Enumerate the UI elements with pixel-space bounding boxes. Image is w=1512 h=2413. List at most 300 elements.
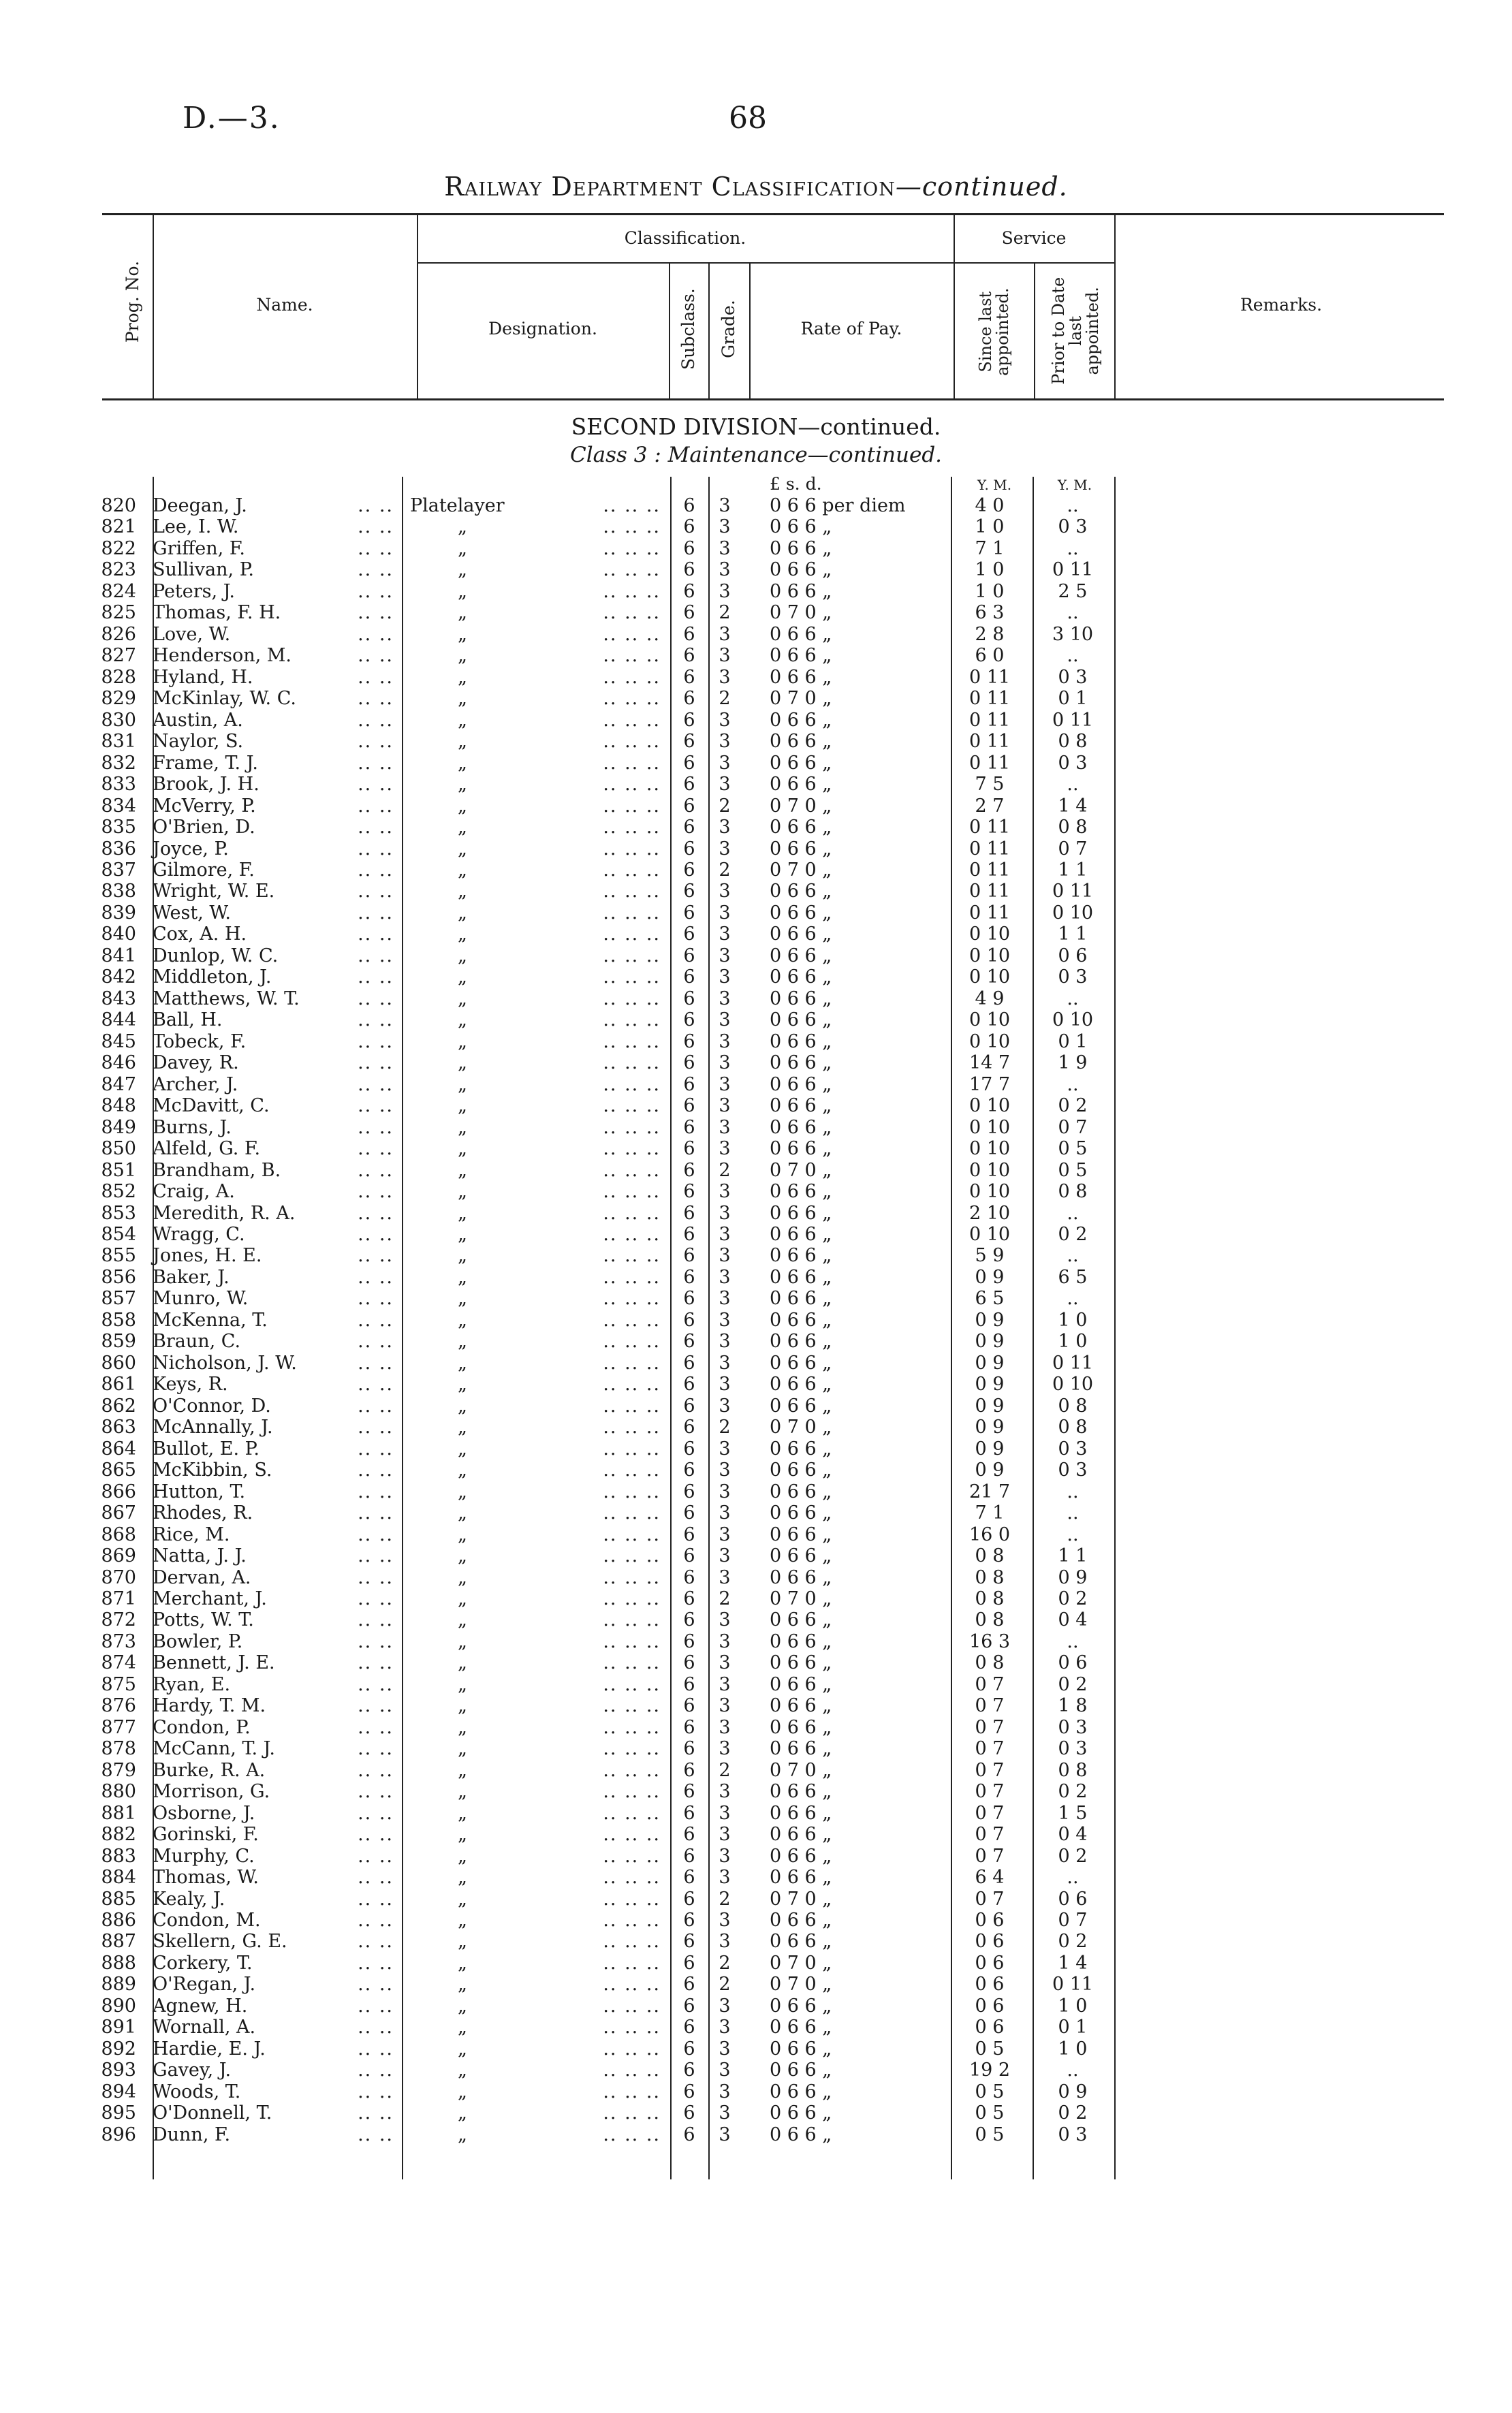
designation-cell: „ bbox=[458, 1630, 467, 1652]
grade-cell: 3 bbox=[719, 752, 731, 774]
designation-cell: „ bbox=[458, 1673, 467, 1695]
since-last-cell: 0 8 bbox=[975, 1545, 1005, 1567]
since-last-cell: 0 5 bbox=[975, 2124, 1005, 2145]
leader-dots: .. .. bbox=[358, 1052, 394, 1074]
prog-no-cell: 852 bbox=[101, 1181, 136, 1203]
designation-cell: „ bbox=[458, 1009, 467, 1031]
designation-cell: „ bbox=[458, 838, 467, 859]
grade-cell: 3 bbox=[719, 1138, 731, 1160]
designation-cell: „ bbox=[458, 1931, 467, 1953]
leader-dots: .. .. .. bbox=[603, 795, 661, 817]
table-row bbox=[0, 495, 1114, 516]
leader-dots: .. .. .. bbox=[603, 1374, 661, 1395]
document-reference: D.—3. bbox=[183, 101, 281, 136]
division-heading: SECOND DIVISION—continued. bbox=[571, 413, 941, 440]
prior-to-date-cell: 1 8 bbox=[1058, 1695, 1088, 1717]
subclass-cell: 6 bbox=[683, 1888, 695, 1910]
prog-no-cell: 886 bbox=[101, 1910, 136, 1931]
subclass-cell: 6 bbox=[683, 1695, 695, 1717]
grade-cell: 2 bbox=[719, 688, 731, 710]
leader-dots: .. .. bbox=[358, 1566, 394, 1588]
name-cell: Brandham, B. bbox=[153, 1159, 281, 1181]
rate-of-pay-cell: 0 7 0 „ bbox=[770, 859, 832, 881]
prior-to-date-cell: 1 4 bbox=[1058, 1952, 1088, 1974]
leader-dots: .. .. bbox=[358, 1502, 394, 1524]
leader-dots: .. .. .. bbox=[603, 1931, 661, 1953]
leader-dots: .. .. bbox=[358, 1630, 394, 1652]
rate-of-pay-cell: 0 7 0 „ bbox=[770, 795, 832, 817]
prior-to-date-cell: 0 2 bbox=[1058, 1095, 1088, 1117]
rate-of-pay-cell: 0 7 0 „ bbox=[770, 1588, 832, 1609]
table-row bbox=[0, 1288, 1114, 1309]
rate-of-pay-cell: 0 6 6 „ bbox=[770, 1202, 832, 1224]
since-last-cell: 0 6 bbox=[975, 1995, 1005, 2017]
leader-dots: .. .. bbox=[358, 2081, 394, 2102]
since-last-cell: 0 6 bbox=[975, 1931, 1005, 1953]
leader-dots: .. .. bbox=[358, 859, 394, 881]
designation-cell: „ bbox=[458, 559, 467, 581]
leader-dots: .. .. .. bbox=[603, 666, 661, 688]
leader-dots: .. .. bbox=[358, 516, 394, 538]
prior-to-date-cell: 0 7 bbox=[1058, 1910, 1088, 1931]
since-last-cell: 7 5 bbox=[975, 774, 1005, 795]
subclass-cell: 6 bbox=[683, 1802, 695, 1824]
leader-dots: .. .. .. bbox=[603, 881, 661, 902]
since-last-cell: 0 9 bbox=[975, 1460, 1005, 1481]
leader-dots: .. .. bbox=[358, 2102, 394, 2124]
since-last-cell: 0 9 bbox=[975, 1309, 1005, 1331]
designation-cell: „ bbox=[458, 645, 467, 667]
leader-dots: .. .. bbox=[358, 1438, 394, 1460]
rate-of-pay-cell: 0 6 6 „ bbox=[770, 1630, 832, 1652]
name-cell: Merchant, J. bbox=[153, 1588, 267, 1609]
rate-of-pay-cell: 0 7 0 „ bbox=[770, 1759, 832, 1781]
table-row bbox=[0, 2038, 1114, 2060]
table-row bbox=[0, 2060, 1114, 2081]
leader-dots: .. .. bbox=[358, 945, 394, 966]
leader-dots: .. .. .. bbox=[603, 1652, 661, 1674]
grade-cell: 2 bbox=[719, 859, 731, 881]
table-row bbox=[0, 667, 1114, 688]
prog-no-cell: 872 bbox=[101, 1609, 136, 1631]
since-last-cell: 0 7 bbox=[975, 1802, 1005, 1824]
prior-to-date-cell: 0 8 bbox=[1058, 731, 1088, 753]
since-last-cell: 0 8 bbox=[975, 1588, 1005, 1609]
prog-no-cell: 869 bbox=[101, 1545, 136, 1567]
leader-dots: .. .. .. bbox=[603, 1460, 661, 1481]
since-last-cell: 0 11 bbox=[968, 838, 1011, 859]
table-row bbox=[0, 688, 1114, 709]
since-last-cell: 21 7 bbox=[968, 1481, 1011, 1502]
table-row bbox=[0, 2017, 1114, 2038]
grade-cell: 3 bbox=[719, 1352, 731, 1374]
prior-to-date-cell: .. bbox=[1067, 1630, 1079, 1652]
designation-cell: „ bbox=[458, 817, 467, 838]
rate-of-pay-cell: 0 6 6 „ bbox=[770, 1052, 832, 1074]
name-cell: Brook, J. H. bbox=[153, 774, 259, 795]
since-last-cell: 1 0 bbox=[975, 516, 1005, 538]
col-classification: Classification. bbox=[624, 228, 746, 248]
table-row bbox=[0, 1395, 1114, 1417]
table-row bbox=[0, 881, 1114, 902]
leader-dots: .. .. .. bbox=[603, 1802, 661, 1824]
table-row bbox=[0, 1910, 1114, 1931]
table-row bbox=[0, 731, 1114, 752]
designation-cell: „ bbox=[458, 1888, 467, 1910]
grade-cell: 2 bbox=[719, 1588, 731, 1609]
subclass-cell: 6 bbox=[683, 945, 695, 966]
name-cell: Thomas, W. bbox=[153, 1867, 259, 1889]
subclass-cell: 6 bbox=[683, 1438, 695, 1460]
designation-cell: „ bbox=[458, 1095, 467, 1117]
subclass-cell: 6 bbox=[683, 623, 695, 645]
prior-to-date-cell: 0 10 bbox=[1052, 902, 1094, 924]
leader-dots: .. .. bbox=[358, 1202, 394, 1224]
leader-dots: .. .. bbox=[358, 537, 394, 559]
leader-dots: .. .. bbox=[358, 1460, 394, 1481]
table-row bbox=[0, 1331, 1114, 1352]
name-cell: McKenna, T. bbox=[153, 1309, 268, 1331]
rate-of-pay-cell: 0 6 6 „ bbox=[770, 1481, 832, 1502]
designation-cell: „ bbox=[458, 1223, 467, 1245]
designation-cell: „ bbox=[458, 1481, 467, 1502]
rate-of-pay-cell: 0 6 6 „ bbox=[770, 774, 832, 795]
leader-dots: .. .. bbox=[358, 2017, 394, 2038]
prog-no-cell: 882 bbox=[101, 1824, 136, 1846]
since-last-cell: 0 7 bbox=[975, 1695, 1005, 1717]
subclass-cell: 6 bbox=[683, 537, 695, 559]
page-title bbox=[0, 172, 1512, 202]
title-suffix: —continued. bbox=[895, 172, 1068, 202]
prog-no-cell: 832 bbox=[101, 752, 136, 774]
name-cell: Bennett, J. E. bbox=[153, 1652, 275, 1674]
grade-cell: 3 bbox=[719, 580, 731, 602]
grade-cell: 3 bbox=[719, 1073, 731, 1095]
name-cell: Love, W. bbox=[153, 623, 231, 645]
subclass-cell: 6 bbox=[683, 1181, 695, 1203]
divider-since bbox=[1034, 262, 1035, 398]
prior-to-date-cell: 0 6 bbox=[1058, 1888, 1088, 1910]
since-last-cell: 0 10 bbox=[968, 966, 1011, 988]
subclass-cell: 6 bbox=[683, 2017, 695, 2038]
name-cell: Gorinski, F. bbox=[153, 1824, 259, 1846]
since-last-cell: 7 1 bbox=[975, 1502, 1005, 1524]
since-last-cell: 0 7 bbox=[975, 1716, 1005, 1738]
designation-cell: „ bbox=[458, 1524, 467, 1545]
table-row bbox=[0, 1867, 1114, 1888]
col-designation: Designation. bbox=[488, 319, 597, 338]
grade-cell: 3 bbox=[719, 645, 731, 667]
grade-cell: 2 bbox=[719, 1974, 731, 1996]
prog-no-cell: 850 bbox=[101, 1138, 136, 1160]
prior-to-date-cell: 0 3 bbox=[1058, 1738, 1088, 1760]
leader-dots: .. .. .. bbox=[603, 1781, 661, 1803]
name-cell: Rhodes, R. bbox=[153, 1502, 253, 1524]
subclass-cell: 6 bbox=[683, 1630, 695, 1652]
designation-cell: „ bbox=[458, 1609, 467, 1631]
prior-to-date-cell: 0 4 bbox=[1058, 1609, 1088, 1631]
rate-of-pay-cell: 0 6 6 „ bbox=[770, 1824, 832, 1846]
table-row bbox=[0, 1138, 1114, 1159]
leader-dots: .. .. bbox=[358, 1802, 394, 1824]
rate-of-pay-cell: 0 6 6 „ bbox=[770, 1374, 832, 1395]
rate-of-pay-cell: 0 6 6 „ bbox=[770, 1116, 832, 1138]
leader-dots: .. .. bbox=[358, 645, 394, 667]
prior-to-date-cell: .. bbox=[1067, 1245, 1079, 1267]
grade-cell: 3 bbox=[719, 2124, 731, 2145]
leader-dots: .. .. .. bbox=[603, 2017, 661, 2038]
table-row bbox=[0, 1031, 1114, 1052]
designation-cell: „ bbox=[458, 709, 467, 731]
prior-to-date-cell: 0 3 bbox=[1058, 1438, 1088, 1460]
prog-no-cell: 845 bbox=[101, 1030, 136, 1052]
leader-dots: .. .. .. bbox=[603, 1545, 661, 1567]
name-cell: Davey, R. bbox=[153, 1052, 239, 1074]
table-row bbox=[0, 1502, 1114, 1524]
name-cell: O'Regan, J. bbox=[153, 1974, 256, 1996]
rate-of-pay-cell: 0 6 6 „ bbox=[770, 559, 832, 581]
leader-dots: .. .. bbox=[358, 881, 394, 902]
prog-no-cell: 838 bbox=[101, 881, 136, 902]
leader-dots: .. .. bbox=[358, 1266, 394, 1288]
prog-no-cell: 842 bbox=[101, 966, 136, 988]
prog-no-cell: 829 bbox=[101, 688, 136, 710]
subclass-cell: 6 bbox=[683, 881, 695, 902]
leader-dots: .. .. .. bbox=[603, 537, 661, 559]
prog-no-cell: 823 bbox=[101, 559, 136, 581]
leader-dots: .. .. bbox=[358, 1288, 394, 1310]
subclass-cell: 6 bbox=[683, 1030, 695, 1052]
grade-cell: 3 bbox=[719, 1460, 731, 1481]
leader-dots: .. .. bbox=[358, 1867, 394, 1889]
prog-no-cell: 824 bbox=[101, 580, 136, 602]
grade-cell: 3 bbox=[719, 666, 731, 688]
leader-dots: .. .. .. bbox=[603, 752, 661, 774]
name-cell: Hardy, T. M. bbox=[153, 1695, 266, 1717]
name-cell: Condon, M. bbox=[153, 1910, 261, 1931]
designation-cell: „ bbox=[458, 902, 467, 924]
pay-units: £ s. d. bbox=[770, 474, 822, 494]
classification-subrule bbox=[417, 262, 954, 264]
name-cell: Griffen, F. bbox=[153, 537, 245, 559]
prog-no-cell: 875 bbox=[101, 1673, 136, 1695]
leader-dots: .. .. .. bbox=[603, 1524, 661, 1545]
table-row bbox=[0, 1931, 1114, 1952]
leader-dots: .. .. bbox=[358, 666, 394, 688]
prior-to-date-cell: 0 2 bbox=[1058, 1781, 1088, 1803]
leader-dots: .. .. .. bbox=[603, 1716, 661, 1738]
leader-dots: .. .. .. bbox=[603, 731, 661, 753]
subclass-cell: 6 bbox=[683, 1374, 695, 1395]
grade-cell: 3 bbox=[719, 2102, 731, 2124]
designation-cell: „ bbox=[458, 1073, 467, 1095]
name-cell: Matthews, W. T. bbox=[153, 988, 300, 1009]
name-cell: Middleton, J. bbox=[153, 966, 272, 988]
grade-cell: 3 bbox=[719, 1288, 731, 1310]
since-last-cell: 1 0 bbox=[975, 559, 1005, 581]
prior-to-date-cell: 0 3 bbox=[1058, 2124, 1088, 2145]
leader-dots: .. .. bbox=[358, 817, 394, 838]
since-last-cell: 14 7 bbox=[968, 1052, 1011, 1074]
leader-dots: .. .. .. bbox=[603, 709, 661, 731]
grade-cell: 3 bbox=[719, 1374, 731, 1395]
name-cell: Dunn, F. bbox=[153, 2124, 231, 2145]
prior-to-date-cell: 0 9 bbox=[1058, 1566, 1088, 1588]
leader-dots: .. .. .. bbox=[603, 1116, 661, 1138]
grade-cell: 3 bbox=[719, 1995, 731, 2017]
table-row bbox=[0, 645, 1114, 666]
designation-cell: „ bbox=[458, 1974, 467, 1996]
name-cell: McKibbin, S. bbox=[153, 1460, 272, 1481]
subclass-cell: 6 bbox=[683, 1095, 695, 1117]
prog-no-cell: 858 bbox=[101, 1309, 136, 1331]
designation-cell: „ bbox=[458, 1202, 467, 1224]
prog-no-cell: 890 bbox=[101, 1995, 136, 2017]
grade-cell: 3 bbox=[719, 1502, 731, 1524]
designation-cell: „ bbox=[458, 1395, 467, 1417]
rate-of-pay-cell: 0 7 0 „ bbox=[770, 1888, 832, 1910]
leader-dots: .. .. bbox=[358, 1652, 394, 1674]
grade-cell: 3 bbox=[719, 1867, 731, 1889]
subclass-cell: 6 bbox=[683, 1417, 695, 1438]
table-row bbox=[0, 1245, 1114, 1266]
leader-dots: .. .. bbox=[358, 1352, 394, 1374]
leader-dots: .. .. bbox=[358, 1974, 394, 1996]
rate-of-pay-cell: 0 6 6 „ bbox=[770, 945, 832, 966]
rate-of-pay-cell: 0 7 0 „ bbox=[770, 688, 832, 710]
rate-of-pay-cell: 0 6 6 „ bbox=[770, 924, 832, 945]
prior-to-date-cell: 0 11 bbox=[1052, 559, 1094, 581]
subclass-cell: 6 bbox=[683, 1824, 695, 1846]
prog-no-cell: 891 bbox=[101, 2017, 136, 2038]
leader-dots: .. .. .. bbox=[603, 817, 661, 838]
rate-of-pay-cell: 0 6 6 „ bbox=[770, 1181, 832, 1203]
table-row bbox=[0, 1481, 1114, 1502]
subclass-cell: 6 bbox=[683, 1781, 695, 1803]
leader-dots: .. .. bbox=[358, 1395, 394, 1417]
prior-to-date-cell: 0 7 bbox=[1058, 838, 1088, 859]
prog-no-cell: 820 bbox=[101, 495, 136, 516]
prior-to-date-cell: 0 2 bbox=[1058, 2102, 1088, 2124]
prior-to-date-cell: 1 0 bbox=[1058, 1331, 1088, 1353]
name-cell: Ball, H. bbox=[153, 1009, 223, 1031]
leader-dots: .. .. .. bbox=[603, 1223, 661, 1245]
since-last-cell: 0 10 bbox=[968, 945, 1011, 966]
leader-dots: .. .. .. bbox=[603, 602, 661, 624]
name-cell: Woods, T. bbox=[153, 2081, 241, 2102]
grade-cell: 3 bbox=[719, 838, 731, 859]
since-last-cell: 19 2 bbox=[968, 2060, 1011, 2081]
grade-cell: 3 bbox=[719, 1524, 731, 1545]
prog-no-cell: 857 bbox=[101, 1288, 136, 1310]
leader-dots: .. .. .. bbox=[603, 1245, 661, 1267]
prior-to-date-cell: 0 8 bbox=[1058, 817, 1088, 838]
grade-cell: 3 bbox=[719, 1481, 731, 1502]
name-cell: Condon, P. bbox=[153, 1716, 251, 1738]
leader-dots: .. .. .. bbox=[603, 2081, 661, 2102]
table-row bbox=[0, 817, 1114, 838]
prog-no-cell: 848 bbox=[101, 1095, 136, 1117]
subclass-cell: 6 bbox=[683, 1395, 695, 1417]
prog-no-cell: 859 bbox=[101, 1331, 136, 1353]
since-last-cell: 0 8 bbox=[975, 1566, 1005, 1588]
since-last-cell: 0 9 bbox=[975, 1438, 1005, 1460]
grade-cell: 3 bbox=[719, 1931, 731, 1953]
designation-cell: „ bbox=[458, 731, 467, 753]
subclass-cell: 6 bbox=[683, 688, 695, 710]
prog-no-cell: 849 bbox=[101, 1116, 136, 1138]
grade-cell: 3 bbox=[719, 1652, 731, 1674]
subclass-cell: 6 bbox=[683, 1566, 695, 1588]
table-row bbox=[0, 1996, 1114, 2017]
prior-to-date-cell: 0 3 bbox=[1058, 752, 1088, 774]
title-main: Railway Department Classification bbox=[444, 172, 896, 202]
leader-dots: .. .. bbox=[358, 1931, 394, 1953]
table-row bbox=[0, 1181, 1114, 1202]
designation-cell: „ bbox=[458, 688, 467, 710]
name-cell: Alfeld, G. F. bbox=[153, 1138, 261, 1160]
prog-no-cell: 836 bbox=[101, 838, 136, 859]
designation-cell: „ bbox=[458, 1545, 467, 1567]
prior-to-date-cell: .. bbox=[1067, 1502, 1079, 1524]
leader-dots: .. .. bbox=[358, 709, 394, 731]
leader-dots: .. .. bbox=[358, 924, 394, 945]
prog-no-cell: 881 bbox=[101, 1802, 136, 1824]
since-last-cell: 0 9 bbox=[975, 1395, 1005, 1417]
rate-of-pay-cell: 0 6 6 „ bbox=[770, 1395, 832, 1417]
subclass-cell: 6 bbox=[683, 1245, 695, 1267]
rate-of-pay-cell: 0 6 6 „ bbox=[770, 881, 832, 902]
prior-to-date-cell: 0 10 bbox=[1052, 1374, 1094, 1395]
leader-dots: .. .. .. bbox=[603, 580, 661, 602]
rate-of-pay-cell: 0 6 6 „ bbox=[770, 666, 832, 688]
rate-of-pay-cell: 0 6 6 „ bbox=[770, 1545, 832, 1567]
prior-to-date-cell: 1 1 bbox=[1058, 924, 1088, 945]
leader-dots: .. .. bbox=[358, 1524, 394, 1545]
table-row bbox=[0, 2102, 1114, 2124]
leader-dots: .. .. .. bbox=[603, 1095, 661, 1117]
col-since-last: Since last appointed. bbox=[975, 287, 1012, 376]
designation-cell: „ bbox=[458, 1374, 467, 1395]
name-cell: Hutton, T. bbox=[153, 1481, 246, 1502]
subclass-cell: 6 bbox=[683, 859, 695, 881]
table-row bbox=[0, 2081, 1114, 2102]
table-row bbox=[0, 581, 1114, 602]
prior-to-date-cell: .. bbox=[1067, 1867, 1079, 1889]
designation-cell: „ bbox=[458, 1030, 467, 1052]
leader-dots: .. .. .. bbox=[603, 1352, 661, 1374]
subclass-cell: 6 bbox=[683, 580, 695, 602]
name-cell: Austin, A. bbox=[153, 709, 243, 731]
grade-cell: 2 bbox=[719, 1159, 731, 1181]
leader-dots: .. .. bbox=[358, 1738, 394, 1760]
designation-cell: „ bbox=[458, 1438, 467, 1460]
prog-no-cell: 854 bbox=[101, 1223, 136, 1245]
subclass-cell: 6 bbox=[683, 2060, 695, 2081]
prog-no-cell: 861 bbox=[101, 1374, 136, 1395]
name-cell: Hardie, E. J. bbox=[153, 2038, 266, 2060]
prior-to-date-cell: 0 1 bbox=[1058, 2017, 1088, 2038]
leader-dots: .. .. .. bbox=[603, 2038, 661, 2060]
leader-dots: .. .. bbox=[358, 1545, 394, 1567]
grade-cell: 3 bbox=[719, 1181, 731, 1203]
since-last-cell: 6 0 bbox=[975, 645, 1005, 667]
rate-of-pay-cell: 0 6 6 „ bbox=[770, 1995, 832, 2017]
rate-of-pay-cell: 0 6 6 per diem bbox=[770, 495, 906, 516]
subclass-cell: 6 bbox=[683, 1460, 695, 1481]
table-row bbox=[0, 1160, 1114, 1181]
rate-of-pay-cell: 0 6 6 „ bbox=[770, 1288, 832, 1310]
